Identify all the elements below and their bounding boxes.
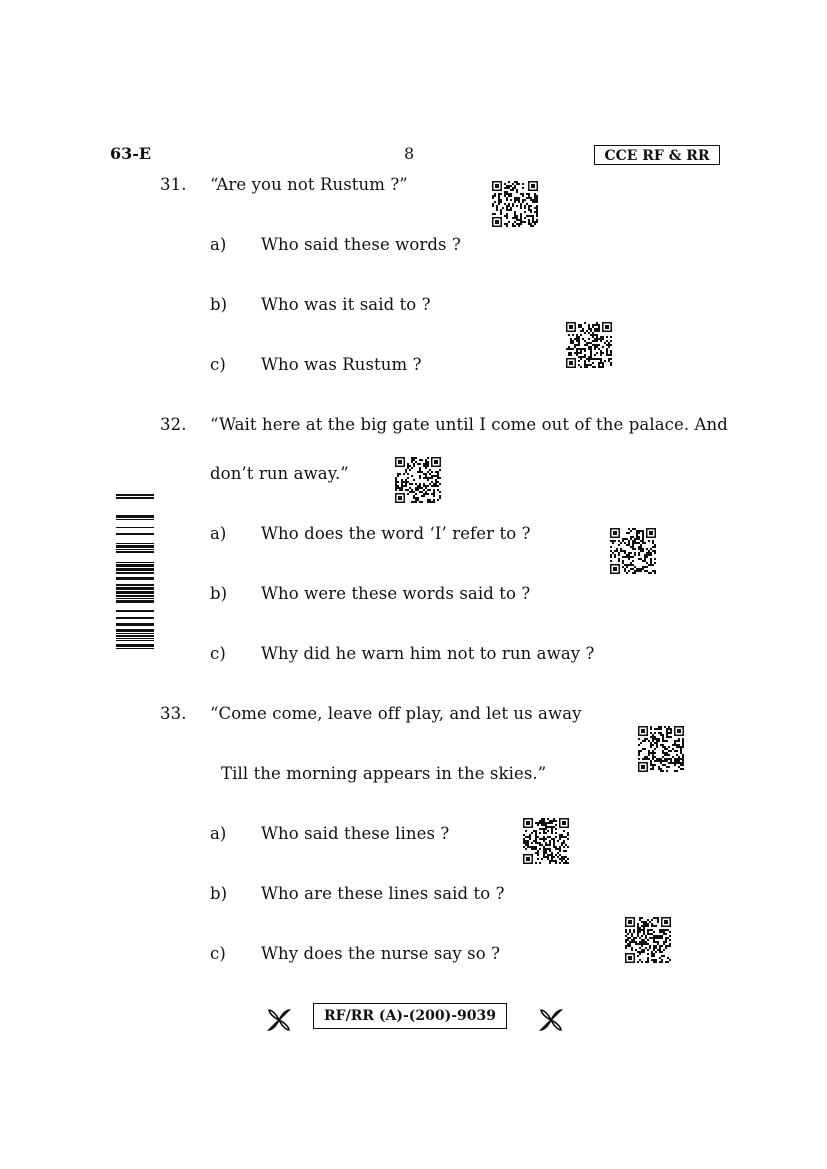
qr-code-icon [610, 528, 656, 574]
option-text: Why did he warn him not to run away ? [261, 644, 595, 663]
option-label: a) [210, 235, 227, 254]
question-number: 33. [160, 704, 187, 723]
question-quote: “Are you not Rustum ?” [210, 175, 408, 194]
qr-code-icon [395, 457, 441, 503]
qr-code-icon [492, 181, 538, 227]
option-text: Why does the nurse say so ? [261, 944, 501, 963]
qr-code-icon [638, 726, 684, 772]
question-quote: “Come come, leave off play, and let us away [210, 704, 582, 723]
option-label: b) [210, 295, 228, 314]
qr-code-icon [566, 322, 612, 368]
option-text: Who said these words ? [261, 235, 461, 254]
ornament-icon [266, 1007, 292, 1033]
option-text: Who said these lines ? [261, 824, 450, 843]
option-text: Who was Rustum ? [261, 355, 422, 374]
qr-code-icon [625, 917, 671, 963]
ornament-icon [538, 1007, 564, 1033]
option-label: c) [210, 355, 226, 374]
option-label: a) [210, 524, 227, 543]
question-quote-continued: Till the morning appears in the skies.” [221, 764, 547, 783]
question-number: 32. [160, 415, 187, 434]
footer-code: RF/RR (A)-(200)-9039 [313, 1003, 507, 1029]
option-label: a) [210, 824, 227, 843]
option-text: Who were these words said to ? [261, 584, 531, 603]
option-text: Who was it said to ? [261, 295, 431, 314]
barcode-icon [116, 494, 154, 650]
question-quote-continued: don’t run away.” [210, 464, 349, 483]
option-label: b) [210, 584, 228, 603]
question-quote: “Wait here at the big gate until I come out of the palace. And [210, 415, 728, 434]
option-label: c) [210, 944, 226, 963]
option-text: Who does the word ‘I’ refer to ? [261, 524, 531, 543]
question-number: 31. [160, 175, 187, 194]
qr-code-icon [523, 818, 569, 864]
option-label: b) [210, 884, 228, 903]
paper-code: 63-E [110, 144, 152, 163]
option-text: Who are these lines said to ? [261, 884, 505, 903]
exam-badge: CCE RF & RR [594, 145, 720, 165]
page-number: 8 [404, 144, 415, 163]
option-label: c) [210, 644, 226, 663]
